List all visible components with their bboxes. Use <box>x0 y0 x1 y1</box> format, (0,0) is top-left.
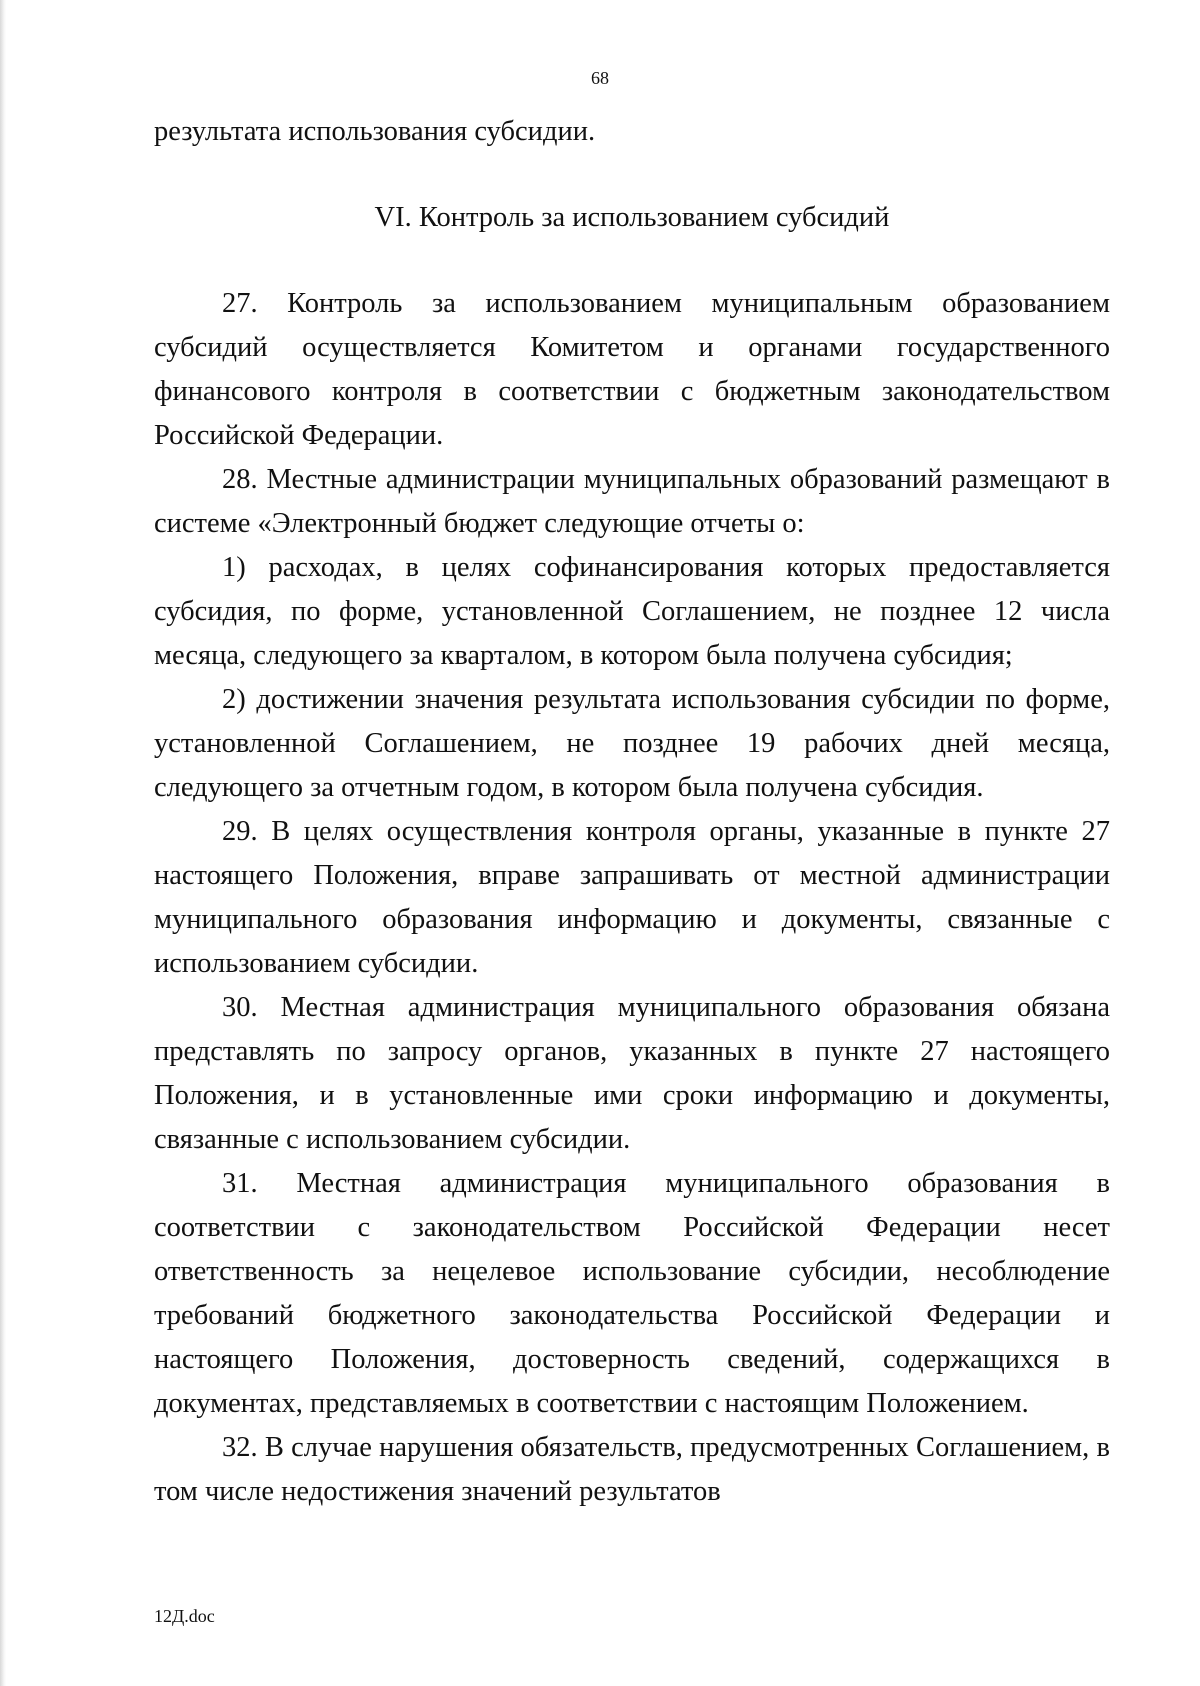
paragraph-31: 31. Местная администрация муниципального образования в соответствии с законодательством Российской Федерации несет ответственность за нецелевое использование субсидии, несоблюдение требований бюджетного законодательства Российской Федерации и настоящего Положения, достоверность сведений, содержащихся в документах, представляемых в соответствии с настоящим Положением. <box>154 1168 1110 1419</box>
continuation-text: результата использования субсидии. <box>154 116 596 147</box>
page-number: 68 <box>591 68 609 88</box>
scan-edge <box>0 0 6 1686</box>
paragraph-32: 32. В случае нарушения обязательств, предусмотренных Соглашением, в том числе недостижения значений результатов <box>154 1432 1110 1507</box>
paragraph-30: 30. Местная администрация муниципального образования обязана представлять по запросу органов, указанных в пункте 27 настоящего Положения, и в установленные ими сроки информацию и документы, связанные с использованием субсидии. <box>154 992 1110 1155</box>
document-body <box>154 110 1110 1514</box>
paragraph-28: 28. Местные администрации муниципальных образований размещают в системе «Электронный бюджет следующие отчеты о: <box>154 464 1110 539</box>
paragraph-28-item-1: 1) расходах, в целях софинансирования которых предоставляется субсидия, по форме, установленной Соглашением, не позднее 12 числа месяца, следующего за кварталом, в котором была получена субсидия; <box>154 552 1110 671</box>
section-heading: VI. Контроль за использованием субсидий <box>374 202 890 233</box>
paragraph-29: 29. В целях осуществления контроля органы, указанные в пункте 27 настоящего Положения, вправе запрашивать от местной администрации муниципального образования информацию и документы, связанные с использованием субсидии. <box>154 816 1110 979</box>
paragraph-27: 27. Контроль за использованием муниципальным образованием субсидий осуществляется Комитетом и органами государственного финансового контроля в соответствии с бюджетным законодательством Российской Федерации. <box>154 288 1110 451</box>
paragraph-28-item-2: 2) достижении значения результата использования субсидии по форме, установленной Соглашением, не позднее 19 рабочих дней месяца, следующего за отчетным годом, в котором была получена субсидия. <box>154 684 1110 803</box>
footer-file-name: 12Д.doc <box>154 1606 215 1626</box>
